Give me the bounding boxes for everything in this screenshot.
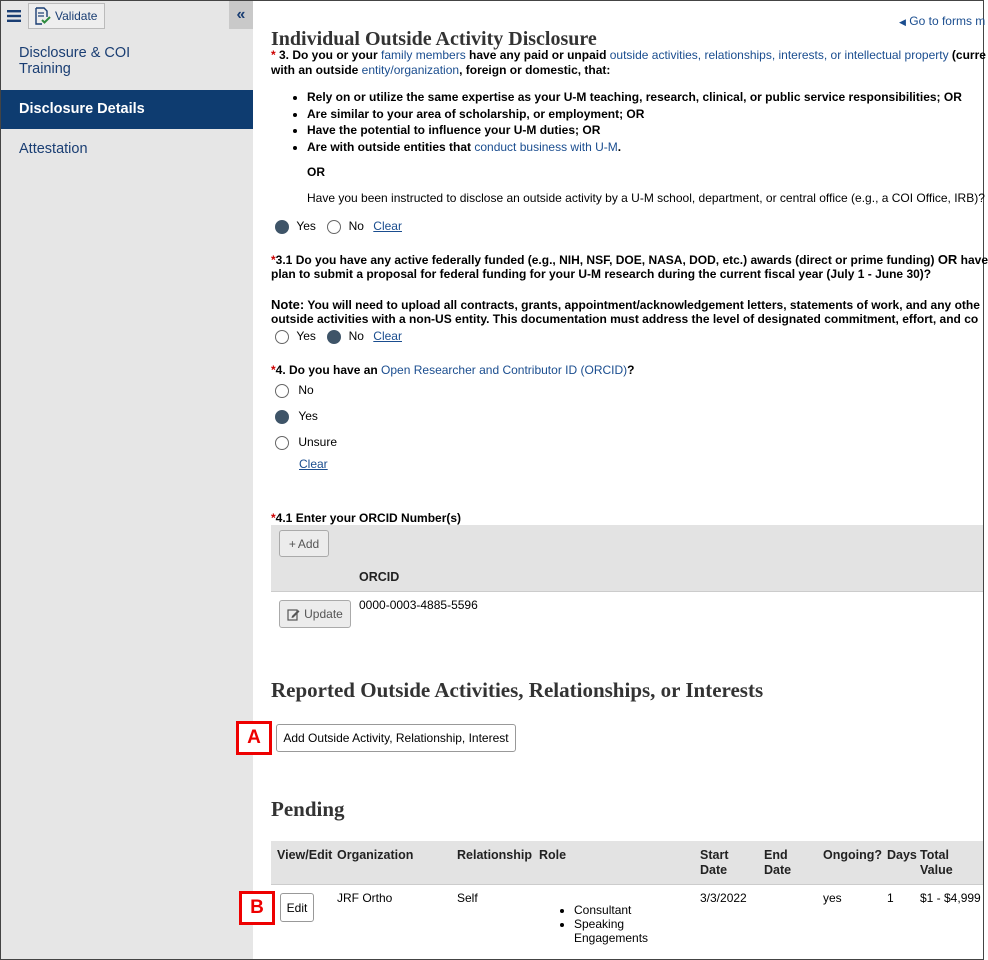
entity-organization-link[interactable]: entity/organization: [361, 63, 460, 77]
header-start-date: [700, 848, 728, 877]
or-separator: OR: [307, 165, 325, 179]
q3-yes-label: Yes: [296, 219, 316, 233]
criteria-text: Have the potential to influence your U-M duties;: [307, 123, 583, 137]
list-item: [307, 89, 962, 106]
q4-text: ?: [627, 363, 635, 377]
header-start-date-line2: Date: [700, 862, 728, 877]
validate-label: Validate: [55, 9, 98, 23]
note-label: Note:: [271, 297, 305, 312]
validate-button[interactable]: [28, 3, 105, 29]
row-total-value: $1 - $4,999: [920, 891, 981, 905]
header-end-date: [764, 848, 791, 877]
row-days: 1: [887, 891, 894, 905]
document-check-icon: [33, 7, 51, 25]
header-role: Role: [539, 848, 567, 862]
hamburger-icon: [7, 9, 21, 23]
sidebar-item-label: Attestation: [19, 141, 88, 157]
add-outside-activity-label: Add Outside Activity, Relationship, Interest: [283, 731, 509, 745]
question-3-answers: [275, 219, 402, 234]
collapse-sidebar-button[interactable]: [229, 1, 253, 29]
header-end-date-line1: End: [764, 848, 788, 862]
q31-or: OR: [937, 252, 958, 267]
add-orcid-button[interactable]: [279, 530, 329, 557]
header-organization: Organization: [337, 848, 414, 862]
q31-yes-radio[interactable]: [275, 330, 289, 344]
question-3-line2: [271, 63, 610, 77]
criteria-or: OR: [582, 123, 601, 137]
criteria-text: Rely on or utilize the same expertise as your U-M teaching, research, clinical, or public service responsibilities;: [307, 90, 944, 104]
required-star: *: [271, 48, 276, 62]
add-outside-activity-button[interactable]: [276, 724, 516, 752]
header-total-value-line2: Value: [920, 862, 953, 877]
family-members-link[interactable]: family members: [381, 48, 466, 62]
outside-activities-link[interactable]: outside activities, relationships, interests, or intellectual property: [609, 48, 949, 62]
row-organization: JRF Ortho: [337, 891, 393, 905]
q31-clear-link[interactable]: Clear: [373, 329, 402, 343]
role-line: Speaking: [574, 917, 625, 931]
header-ongoing: Ongoing?: [823, 848, 883, 862]
header-relationship: Relationship: [457, 848, 533, 862]
row-roles-list: [556, 903, 648, 945]
orcid-info-link[interactable]: Open Researcher and Contributor ID (ORCID): [381, 363, 628, 377]
list-item: • Consultant: [574, 903, 648, 917]
instructed-question: Have you been instructed to disclose an outside activity by a U-M school, department, or central office (e.g., a COI Office, IRB)?: [307, 191, 985, 205]
plus-icon: +: [288, 536, 296, 551]
q3-no-label: No: [348, 219, 364, 233]
note-line2: outside activities with a non-US entity. This documentation must address the level of designated commitment, effort, and co: [271, 312, 979, 326]
question-4: [271, 363, 634, 377]
edit-row-button[interactable]: [280, 893, 314, 922]
sidebar-toolbar: [1, 1, 253, 31]
sidebar-item-label-line2: Training: [19, 61, 71, 77]
list-item: [307, 122, 962, 139]
sidebar-item-disclosure-coi-training[interactable]: [1, 45, 253, 81]
note-line1: [271, 297, 980, 312]
conduct-business-link[interactable]: conduct business with U-M: [474, 139, 618, 154]
caret-left-icon: ◀: [899, 17, 906, 27]
list-item: [307, 139, 962, 156]
q31-no-radio[interactable]: [327, 330, 341, 344]
header-total-value-line1: Total: [920, 848, 949, 862]
orcid-column-header: ORCID: [359, 570, 400, 584]
q31-yes-label: Yes: [296, 329, 316, 343]
q4-text: 4. Do you have an: [275, 363, 382, 377]
header-view-edit: View/Edit: [277, 848, 333, 862]
q3-yes-radio[interactable]: [275, 220, 289, 234]
q4-option-no[interactable]: [275, 383, 314, 398]
header-start-date-line1: Start: [700, 848, 729, 862]
q31-no-label: No: [348, 329, 364, 343]
q4-unsure-label: Unsure: [298, 435, 338, 449]
question-4-1: [271, 511, 461, 525]
update-orcid-button[interactable]: [279, 600, 351, 628]
required-star: *: [271, 363, 276, 377]
question-3-1-line2: plan to submit a proposal for federal funding for your U-M research during the current fiscal year (July 1 - June 30)?: [271, 267, 932, 281]
sidebar-item-label: Disclosure Details: [19, 101, 145, 117]
criteria-or: OR: [943, 90, 962, 104]
go-to-forms-label: Go to forms m: [909, 14, 986, 28]
q4-yes-label: Yes: [298, 409, 318, 423]
page-title: Individual Outside Activity Disclosure: [271, 28, 597, 50]
q4-no-radio[interactable]: [275, 384, 289, 398]
row-ongoing: yes: [823, 891, 842, 905]
sidebar-item-disclosure-details[interactable]: [1, 90, 253, 129]
main-content: [253, 1, 988, 959]
go-to-forms-link[interactable]: [899, 14, 985, 28]
criteria-text: Are similar to your area of scholarship, or employment;: [307, 106, 627, 121]
header-days: Days: [887, 848, 917, 862]
note-text: You will need to upload all contracts, grants, appointment/acknowledgement letters, statements of work, and any othe: [304, 298, 980, 312]
sidebar-item-attestation[interactable]: [1, 140, 253, 160]
q4-unsure-radio[interactable]: [275, 436, 289, 450]
sidebar-item-label-line1: Disclosure & COI: [19, 45, 131, 61]
row-relationship: Self: [457, 891, 478, 905]
q31-text: have: [957, 253, 988, 267]
criteria-or: OR: [626, 106, 645, 121]
q3-no-radio[interactable]: [327, 220, 341, 234]
list-item: [307, 106, 962, 123]
reported-activities-heading: Reported Outside Activities, Relationships, or Interests: [271, 678, 764, 702]
required-star: *: [271, 511, 276, 525]
question-3-criteria-list: [289, 89, 962, 155]
orcid-toolbar: [271, 525, 983, 563]
annotation-marker-b: B: [239, 891, 275, 925]
q4-option-yes[interactable]: [275, 409, 318, 424]
update-label: Update: [304, 607, 343, 621]
sidebar: [1, 1, 253, 959]
edit-label: Edit: [286, 900, 308, 915]
header-total-value: [920, 848, 953, 877]
required-star: *: [271, 253, 276, 267]
orcid-value: 0000-0003-4885-5596: [359, 598, 478, 612]
q4-option-unsure[interactable]: [275, 435, 337, 450]
q4-clear-link[interactable]: Clear: [299, 457, 328, 471]
q3-text: have any paid or unpaid: [465, 48, 610, 62]
question-3-1-line1: [271, 252, 988, 267]
q3-text: 3. Do you or your: [275, 48, 382, 62]
q3-text: with an outside: [271, 63, 362, 77]
pending-heading: Pending: [271, 797, 345, 821]
q41-label: 4.1 Enter your ORCID Number(s): [275, 511, 462, 525]
add-orcid-label: Add: [297, 536, 320, 551]
q4-no-label: No: [298, 383, 314, 397]
q31-text: 3.1 Do you have any active federally funded (e.g., NIH, NSF, DOE, NASA, DOD, etc.) awards (direct or prime funding): [275, 253, 938, 267]
criteria-tail: .: [617, 139, 622, 154]
question-3-1-answers: [275, 329, 402, 344]
list-item: [574, 917, 648, 945]
edit-icon: [287, 608, 300, 621]
row-start-date: 3/3/2022: [700, 891, 747, 905]
q3-clear-link[interactable]: Clear: [373, 219, 402, 233]
role-line: Engagements: [574, 931, 649, 945]
q4-yes-radio[interactable]: [275, 410, 289, 424]
annotation-marker-a: A: [236, 721, 272, 755]
question-3-line1: [271, 48, 986, 62]
menu-button[interactable]: [3, 4, 25, 28]
criteria-text: Are with outside entities that: [307, 139, 475, 154]
header-end-date-line2: Date: [764, 862, 792, 877]
double-chevron-left-icon: «: [236, 6, 246, 23]
q3-text: , foreign or domestic, that:: [459, 63, 611, 77]
q3-text: (curre: [948, 48, 986, 62]
